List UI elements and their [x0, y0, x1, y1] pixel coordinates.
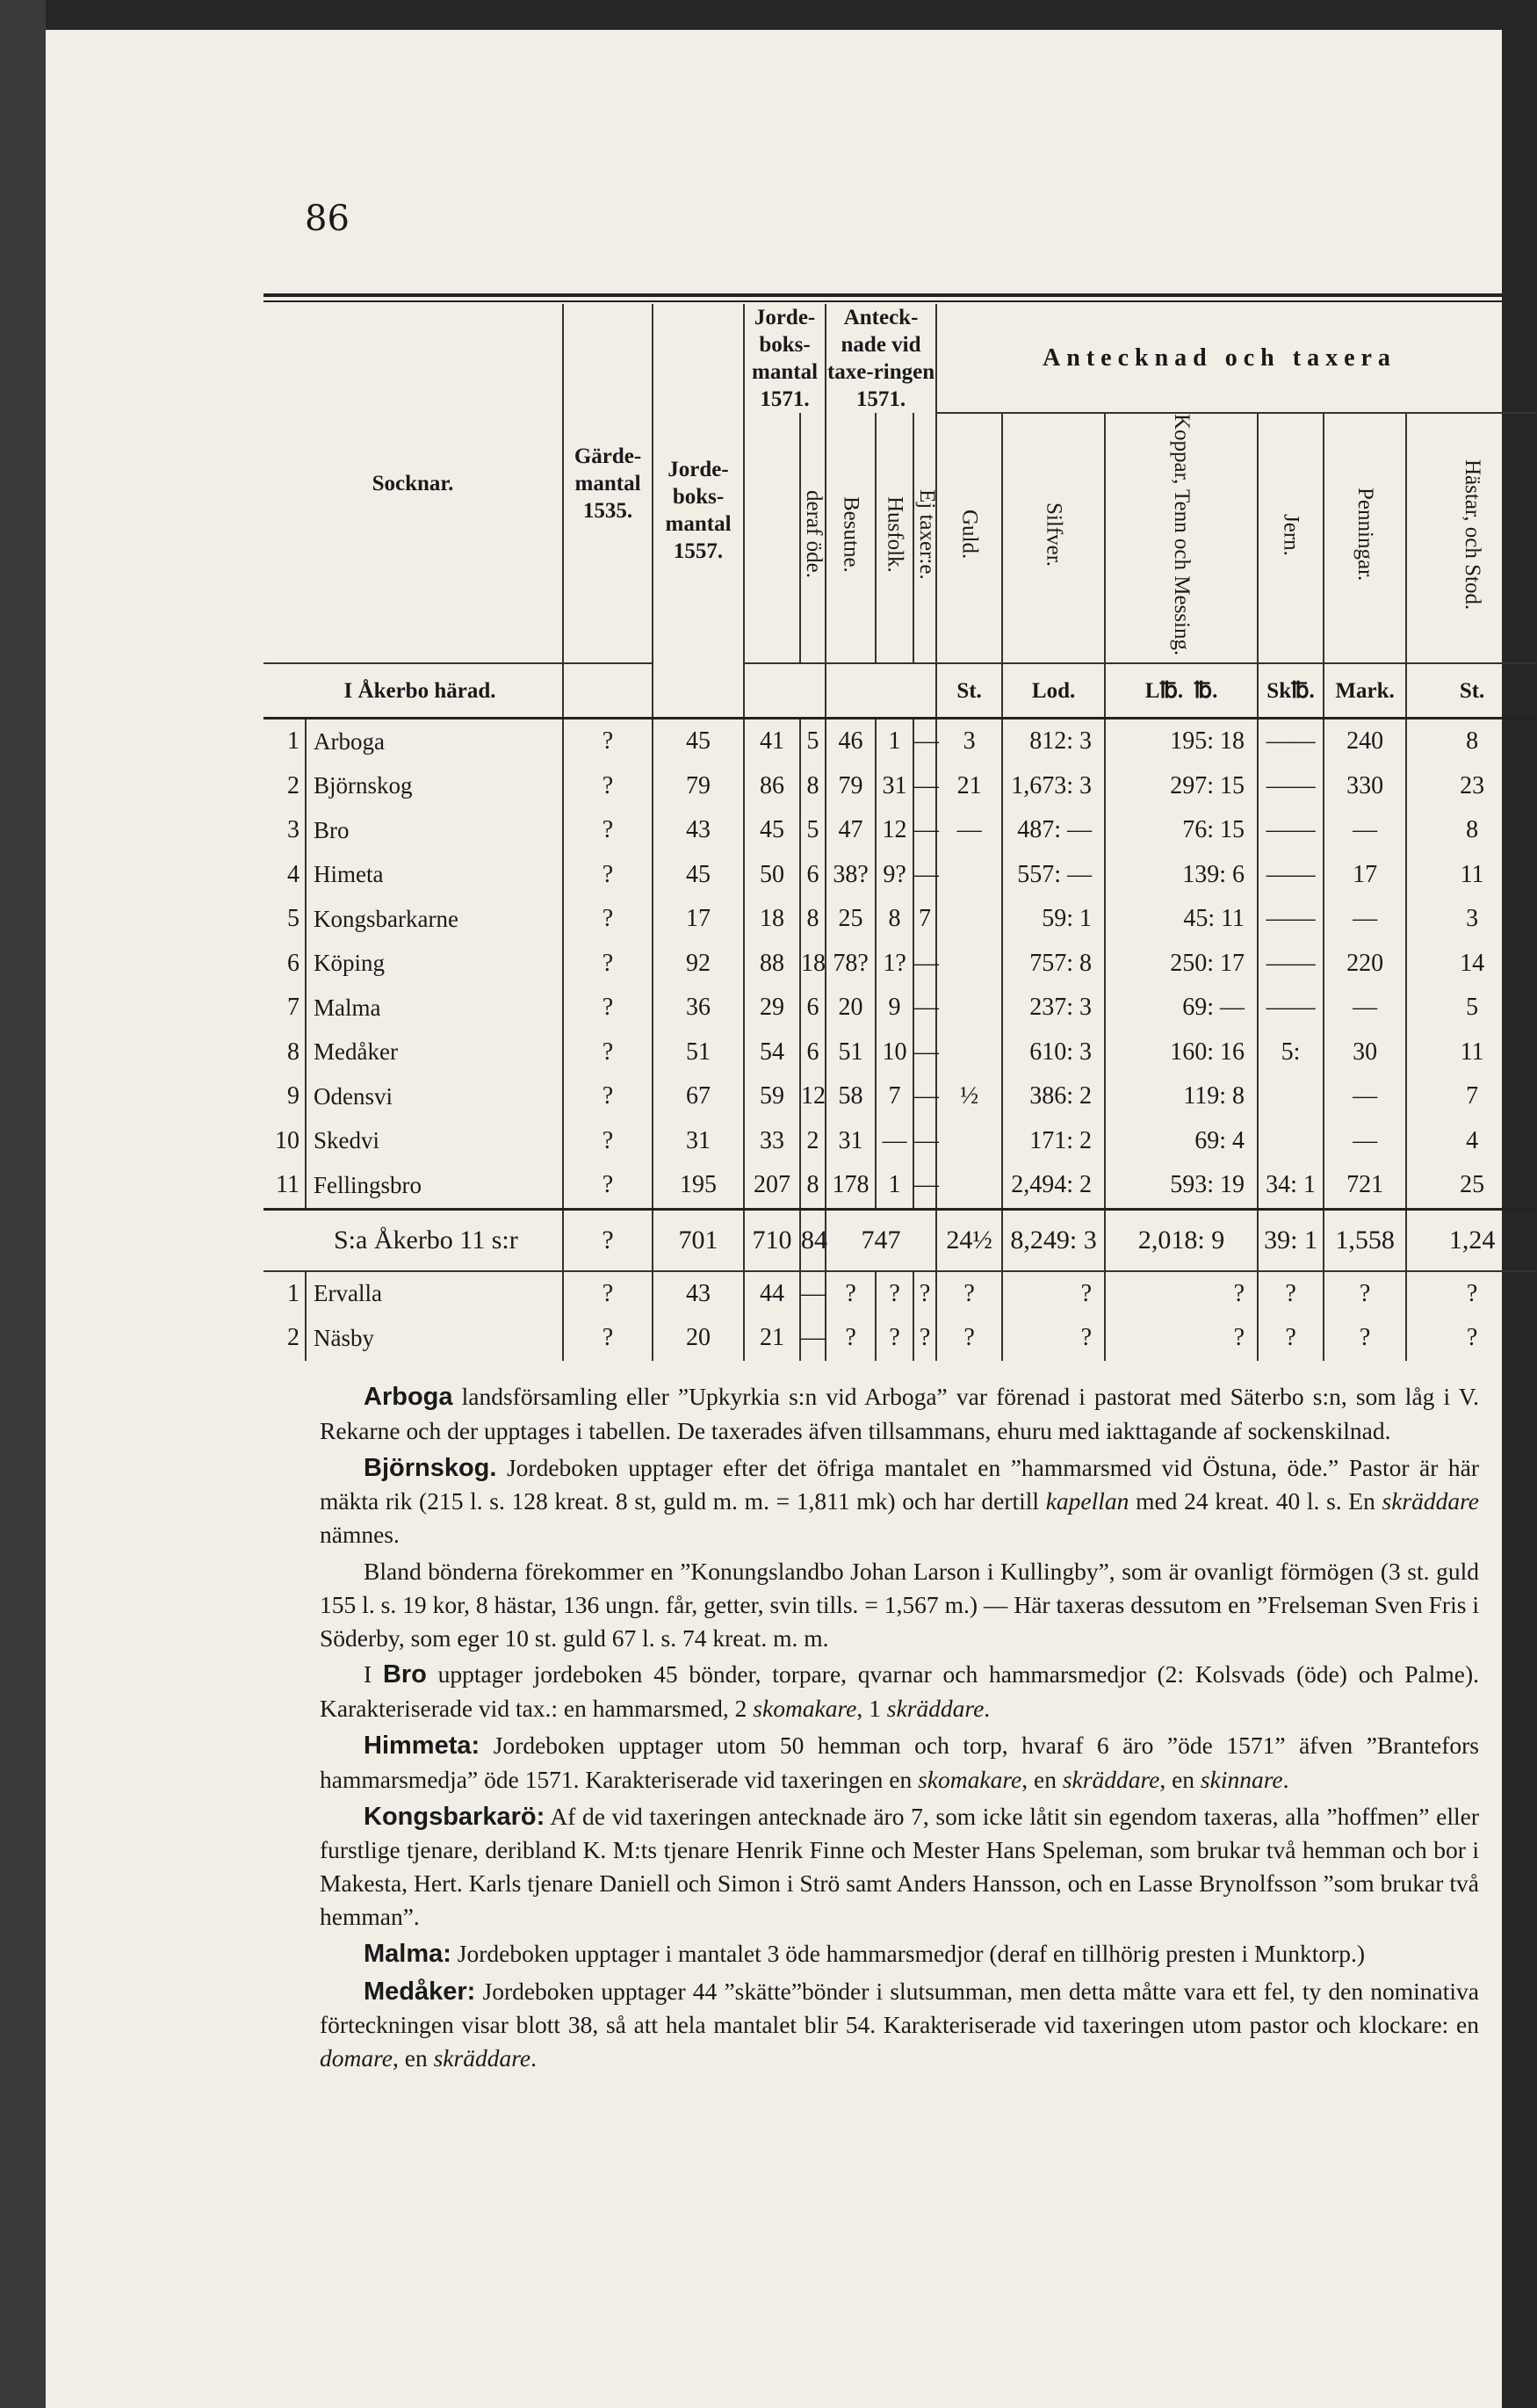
cell-ode: 6: [800, 986, 826, 1030]
row-number: 11: [276, 1171, 299, 1199]
cell-guld: [936, 942, 1002, 987]
cell-jern: ——: [1258, 719, 1324, 764]
note-italic: kapellan: [1045, 1487, 1129, 1515]
cell-guld: 21: [936, 764, 1002, 809]
note-italic: skräddare: [433, 2044, 531, 2072]
note-himmeta: [320, 1729, 1479, 1797]
unit-koppar: [1105, 663, 1258, 719]
cell-hast: 4: [1406, 1119, 1537, 1164]
note-italic: skräddare: [1062, 1765, 1160, 1793]
note-bjornskog: [320, 1451, 1479, 1551]
cell-penn: —: [1324, 1074, 1406, 1119]
table-row: [263, 1119, 1537, 1164]
note-text: Bland bönderna förekommer en ”Konungslandbo Johan Larson i Kullingby”, som är ovanligt förmögen (3 st. guld 155 l. s. 19 kor, 8 hästar, 136 ungn. får, getter, svin tills. = 1,567 m.) — Här taxeras dessutom en ”Frelseman Sven Fris i Söderby, som eger 10 st. guld 67 l. s. 74 kreat. m. m.: [320, 1557, 1479, 1652]
header-hastar-och-stod: Hästar, och Stod.: [1461, 459, 1485, 611]
cell-g1535: ?: [563, 1074, 653, 1119]
header-antecknade-1571: Anteck-nade vid taxe-ringen 1571.: [826, 306, 935, 411]
note-bjornskog-2: [320, 1555, 1479, 1654]
note-text: Jordeboken upptager 44 ”skätte”bönder i slutsumman, men detta måtte vara ett fel, ty den nominativa förteckningen visar blott 38, så att hela mantalet blir 54. Karakteriserade vid taxeringen utom pastor och klockare: en: [320, 1977, 1479, 2039]
cell-kopp: 593: 19: [1105, 1163, 1258, 1209]
cell-jern: ——: [1258, 764, 1324, 809]
cell-bes: ?: [826, 1316, 876, 1361]
cell-bes: 20: [826, 986, 876, 1030]
cell-ej: —: [913, 986, 936, 1030]
note-italic: domare: [320, 2044, 393, 2072]
sum-hastar: 1,24: [1406, 1209, 1537, 1271]
cell-m1571: 86: [744, 764, 800, 809]
cell-m1571: 44: [744, 1271, 800, 1317]
cell-silf: 487: —: [1002, 808, 1105, 853]
cell-ode: —: [800, 1316, 826, 1361]
cell-hus: ?: [876, 1271, 913, 1317]
note-italic: skinnare: [1200, 1765, 1283, 1793]
cell-m1571: 54: [744, 1030, 800, 1075]
note-text: , 1: [856, 1695, 887, 1723]
cell-silf: 59: 1: [1002, 897, 1105, 942]
cell-m1571: 18: [744, 897, 800, 942]
cell-m1557: 45: [653, 853, 744, 898]
cell-hus: ?: [876, 1316, 913, 1361]
parish-name: Odensvi: [306, 1074, 563, 1119]
header-guld: Guld.: [957, 510, 982, 560]
cell-bes: 31: [826, 1119, 876, 1164]
parish-name: Malma: [306, 986, 563, 1030]
parish-name: Medåker: [306, 1030, 563, 1075]
cell-m1571: 50: [744, 853, 800, 898]
cell-silf: 2,494: 2: [1002, 1163, 1105, 1209]
page-number: 86: [305, 199, 350, 239]
row-number: 10: [275, 1126, 299, 1154]
cell-ej: —: [913, 764, 936, 809]
note-text: upptager jordeboken 45 bönder, torpare, qvarnar och hammarsmedjor (2: Kolsvads (öde) och Palme). Karakteriserade vid tax.: en hammarsmed, 2: [320, 1660, 1479, 1723]
cell-g1535: ?: [563, 1163, 653, 1209]
cell-ode: 18: [800, 942, 826, 987]
cell-g1535: ?: [563, 897, 653, 942]
cell-hus: 1?: [876, 942, 913, 987]
note-italic: skräddare: [1382, 1487, 1480, 1515]
cell-silf: 610: 3: [1002, 1030, 1105, 1075]
cell-ej: ?: [913, 1316, 936, 1361]
cell-penn: ?: [1324, 1271, 1406, 1317]
cell-penn: 240: [1324, 719, 1406, 764]
unit-mark: Mark.: [1324, 663, 1406, 719]
parish-name: Björnskog: [306, 764, 563, 809]
cell-m1571: 207: [744, 1163, 800, 1209]
note-lead-medaker: Medåker:: [364, 1977, 476, 2006]
table-row: [263, 1271, 1537, 1317]
cell-jern: ——: [1258, 942, 1324, 987]
cell-hast: 7: [1406, 1074, 1537, 1119]
cell-guld: ½: [936, 1074, 1002, 1119]
cell-hast: ?: [1406, 1316, 1537, 1361]
cell-silf: 557: —: [1002, 853, 1105, 898]
cell-jern: [1258, 1074, 1324, 1119]
cell-ej: —: [913, 853, 936, 898]
cell-guld: [936, 1030, 1002, 1075]
cell-ode: 8: [800, 764, 826, 809]
cell-bes: 46: [826, 719, 876, 764]
table-row: [263, 897, 1537, 942]
cell-jern: ?: [1258, 1316, 1324, 1361]
cell-guld: [936, 1163, 1002, 1209]
table-row: [263, 808, 1537, 853]
note-text: , en: [1021, 1765, 1063, 1793]
cell-hast: 11: [1406, 853, 1537, 898]
cell-penn: —: [1324, 1119, 1406, 1164]
cell-guld: [936, 897, 1002, 942]
commentary-text: [320, 1380, 1479, 2079]
cell-m1557: 45: [653, 719, 744, 764]
cell-guld: [936, 1119, 1002, 1164]
cell-m1571: 45: [744, 808, 800, 853]
sum-silfver: 8,249: 3: [1002, 1209, 1105, 1271]
cell-g1535: ?: [563, 1119, 653, 1164]
cell-penn: 17: [1324, 853, 1406, 898]
cell-jern: 5:: [1258, 1030, 1324, 1075]
table-row: [263, 1163, 1537, 1209]
sum-m1557: 701: [653, 1209, 744, 1271]
cell-hus: 31: [876, 764, 913, 809]
table-row: [263, 1074, 1537, 1119]
cell-jern: ?: [1258, 1271, 1324, 1317]
parish-name: Köping: [306, 942, 563, 987]
cell-m1557: 20: [653, 1316, 744, 1361]
cell-bes: 178: [826, 1163, 876, 1209]
parish-name: Arboga: [306, 719, 563, 764]
cell-m1571: 41: [744, 719, 800, 764]
cell-ej: —: [913, 1030, 936, 1075]
sum-ode: 84: [800, 1209, 826, 1271]
cell-silf: 386: 2: [1002, 1074, 1105, 1119]
cell-silf: 171: 2: [1002, 1119, 1105, 1164]
note-text: med 24 kreat. 40 l. s. En: [1129, 1487, 1382, 1515]
note-text: .: [530, 2044, 537, 2072]
cell-ej: 7: [913, 897, 936, 942]
cell-penn: 30: [1324, 1030, 1406, 1075]
cell-kopp: 119: 8: [1105, 1074, 1258, 1119]
unit-st2: St.: [1406, 663, 1537, 719]
cell-penn: —: [1324, 986, 1406, 1030]
row-number: 1: [263, 719, 306, 764]
note-arboga: [320, 1380, 1479, 1448]
note-text: nämnes.: [320, 1521, 400, 1549]
cell-m1571: 88: [744, 942, 800, 987]
sum-guld: 24½: [936, 1209, 1002, 1271]
cell-bes: 51: [826, 1030, 876, 1075]
cell-m1571: 29: [744, 986, 800, 1030]
cell-m1557: 92: [653, 942, 744, 987]
parish-name: Skedvi: [306, 1119, 563, 1164]
cell-penn: —: [1324, 808, 1406, 853]
header-besutne: Besutne.: [839, 495, 863, 573]
header-antecknad-och-taxera: Antecknad och taxera: [1043, 343, 1396, 372]
row-number: 4: [287, 860, 299, 888]
cell-guld: [936, 853, 1002, 898]
cell-kopp: 139: 6: [1105, 853, 1258, 898]
cell-ej: —: [913, 719, 936, 764]
cell-m1557: 67: [653, 1074, 744, 1119]
note-text: , en: [1159, 1765, 1201, 1793]
cell-m1557: 36: [653, 986, 744, 1030]
cell-kopp: 160: 16: [1105, 1030, 1258, 1075]
cell-guld: 3: [936, 719, 1002, 764]
table-top-rule-thin: [263, 300, 1502, 302]
table-row: [263, 942, 1537, 987]
note-lead-kongsbarkaro: Kongsbarkarö:: [364, 1802, 545, 1831]
cell-g1535: ?: [563, 942, 653, 987]
cell-jern: ——: [1258, 853, 1324, 898]
header-silfver: Silfver.: [1042, 503, 1066, 568]
row-number: 3: [287, 816, 299, 844]
cell-ej: —: [913, 1074, 936, 1119]
note-malma: [320, 1937, 1479, 1971]
cell-penn: 721: [1324, 1163, 1406, 1209]
parish-name: Ervalla: [306, 1271, 563, 1317]
cell-bes: 25: [826, 897, 876, 942]
note-bro: [320, 1658, 1479, 1725]
cell-jern: ——: [1258, 808, 1324, 853]
cell-bes: 58: [826, 1074, 876, 1119]
book-page: [46, 30, 1502, 2408]
row-number: 7: [287, 994, 299, 1022]
note-text: I: [364, 1660, 383, 1688]
note-italic: skomakare: [918, 1765, 1022, 1793]
cell-g1535: ?: [563, 719, 653, 764]
cell-hast: 25: [1406, 1163, 1537, 1209]
cell-ode: 8: [800, 897, 826, 942]
header-ej-taxerade: Ej taxer:e.: [915, 488, 940, 580]
cell-ode: 6: [800, 853, 826, 898]
cell-ode: 12: [800, 1074, 826, 1119]
cell-m1557: 195: [653, 1163, 744, 1209]
row-number: 2: [287, 1324, 299, 1352]
cell-hast: ?: [1406, 1271, 1537, 1317]
table-row: [263, 764, 1537, 809]
cell-g1535: ?: [563, 1271, 653, 1317]
row-number: 5: [287, 905, 299, 933]
cell-m1557: 43: [653, 808, 744, 853]
cell-ej: ?: [913, 1271, 936, 1317]
note-lead-bjornskog: Björnskog.: [364, 1453, 497, 1482]
cell-ej: —: [913, 942, 936, 987]
cell-ode: 5: [800, 719, 826, 764]
unit-skb: Sk℔.: [1258, 663, 1324, 719]
cell-ode: 2: [800, 1119, 826, 1164]
parish-name: Näsby: [306, 1316, 563, 1361]
cell-hast: 11: [1406, 1030, 1537, 1075]
cell-guld: —: [936, 808, 1002, 853]
table-row: [263, 1030, 1537, 1075]
cell-m1571: 21: [744, 1316, 800, 1361]
cell-kopp: 76: 15: [1105, 808, 1258, 853]
parish-name: Fellingsbro: [306, 1163, 563, 1209]
cell-ode: 5: [800, 808, 826, 853]
table-row: [263, 719, 1537, 764]
row-number: 8: [287, 1038, 299, 1066]
header-jordeboksmantal-1557: Jorde-boks-mantal 1557.: [653, 304, 744, 719]
cell-hus: 9?: [876, 853, 913, 898]
cell-jern: [1258, 1119, 1324, 1164]
row-number: 1: [263, 1271, 306, 1317]
cell-kopp: ?: [1105, 1271, 1258, 1317]
sum-g1535: ?: [563, 1209, 653, 1271]
note-text: landsförsamling eller ”Upkyrkia s:n vid Arboga” var förenad i pastorat med Säterbo s:n, som låg i V. Rekarne och der upptages i tabellen. De taxerades äfven tillsammans, ehuru med iakttagande af sockenskilnad.: [320, 1383, 1479, 1444]
note-text: , en: [393, 2044, 434, 2072]
cell-penn: ?: [1324, 1316, 1406, 1361]
unit-b: ℔.: [1194, 678, 1218, 703]
cell-m1557: 51: [653, 1030, 744, 1075]
note-text: Af de vid taxeringen antecknade äro 7, som icke låtit sin egendom taxeras, alla ”hoffmen” eller furstlige tjenare, deribland K. M:ts tjenare Henrik Finne och Mester Hans Speleman, som brukar två hemman och bor i Makesta, Hert. Karls tjenare Daniell och Simon i Strö samt Anders Hansson, och en Lasse Brynolfsson ”som brukar två hemman”.: [320, 1802, 1479, 1930]
cell-jern: ——: [1258, 986, 1324, 1030]
cell-m1571: 33: [744, 1119, 800, 1164]
cell-hus: 1: [876, 719, 913, 764]
cell-jern: ——: [1258, 897, 1324, 942]
cell-g1535: ?: [563, 986, 653, 1030]
sum-koppar: 2,018: 9: [1105, 1209, 1258, 1271]
cell-kopp: ?: [1105, 1316, 1258, 1361]
parish-name: Himeta: [306, 853, 563, 898]
cell-hast: 23: [1406, 764, 1537, 809]
cell-penn: 220: [1324, 942, 1406, 987]
header-penningar: Penningar.: [1353, 488, 1378, 582]
cell-bes: 47: [826, 808, 876, 853]
cell-guld: ?: [936, 1316, 1002, 1361]
parish-name: Bro: [306, 808, 563, 853]
cell-kopp: 69: —: [1105, 986, 1258, 1030]
cell-penn: 330: [1324, 764, 1406, 809]
note-text: Jordeboken upptager i mantalet 3 öde hammarsmedjor (deraf en tillhörig presten i Munktorp.): [451, 1939, 1366, 1967]
unit-lb: L℔.: [1144, 678, 1184, 703]
cell-ej: —: [913, 1163, 936, 1209]
header-harad: I Åkerbo härad.: [263, 663, 563, 719]
cell-g1535: ?: [563, 1316, 653, 1361]
cell-g1535: ?: [563, 764, 653, 809]
header-deraf-ode: deraf öde.: [802, 490, 826, 579]
note-text: Jordeboken upptager utom 50 hemman och torp, hvaraf 6 äro ”öde 1571” äfven ”Brantefors hammarsmedja” öde 1571. Karakteriserade vid taxeringen en: [320, 1731, 1479, 1793]
cell-bes: 79: [826, 764, 876, 809]
parish-name: Kongsbarkarne: [306, 897, 563, 942]
cell-hus: —: [876, 1119, 913, 1164]
cell-silf: 237: 3: [1002, 986, 1105, 1030]
cell-silf: ?: [1002, 1271, 1105, 1317]
note-lead-himmeta: Himmeta:: [364, 1731, 480, 1760]
note-kongsbarkaro: [320, 1800, 1479, 1934]
row-number: 9: [287, 1082, 299, 1110]
cell-hast: 3: [1406, 897, 1537, 942]
cell-hus: 7: [876, 1074, 913, 1119]
table-row: [263, 1316, 1537, 1361]
cell-ode: —: [800, 1271, 826, 1317]
cell-hus: 9: [876, 986, 913, 1030]
unit-st: St.: [936, 663, 1002, 719]
cell-ej: —: [913, 1119, 936, 1164]
cell-jern: 34: 1: [1258, 1163, 1324, 1209]
cell-bes: 38?: [826, 853, 876, 898]
table-top-rule: [263, 293, 1502, 297]
cell-hast: 8: [1406, 808, 1537, 853]
cell-g1535: ?: [563, 1030, 653, 1075]
header-socknar: Socknar.: [372, 471, 454, 495]
cell-kopp: 250: 17: [1105, 942, 1258, 987]
note-text: .: [1282, 1765, 1289, 1793]
cell-ej: —: [913, 808, 936, 853]
sum-jern: 39: 1: [1258, 1209, 1324, 1271]
note-medaker: [320, 1975, 1479, 2075]
cell-kopp: 69: 4: [1105, 1119, 1258, 1164]
sum-besutne: 747: [826, 1209, 936, 1271]
sum-m1571: 710: [744, 1209, 800, 1271]
cell-kopp: 195: 18: [1105, 719, 1258, 764]
row-number: 2: [287, 771, 299, 799]
cell-hast: 8: [1406, 719, 1537, 764]
cell-m1557: 43: [653, 1271, 744, 1317]
cell-hast: 5: [1406, 986, 1537, 1030]
cell-kopp: 297: 15: [1105, 764, 1258, 809]
header-gardemantal-1535: Gärde-mantal 1535.: [563, 304, 653, 663]
cell-silf: 1,673: 3: [1002, 764, 1105, 809]
note-text: .: [984, 1695, 991, 1723]
table-row: [263, 853, 1537, 898]
cell-m1557: 17: [653, 897, 744, 942]
note-lead-malma: Malma:: [364, 1939, 451, 1968]
sum-penningar: 1,558: [1324, 1209, 1406, 1271]
cell-m1571: 59: [744, 1074, 800, 1119]
cell-kopp: 45: 11: [1105, 897, 1258, 942]
note-text: Jordeboken upptager efter det öfriga mantalet en ”hammarsmed vid Östuna, öde.” Pastor är här mäkta rik (215 l. s. 128 kreat. 8 st, guld m. m. = 1,811 mk) och har dertill: [320, 1453, 1479, 1515]
cell-g1535: ?: [563, 808, 653, 853]
cell-silf: 757: 8: [1002, 942, 1105, 987]
header-jordeboksmantal-1571: Jorde-boks-mantal 1571.: [744, 304, 826, 413]
cell-bes: ?: [826, 1271, 876, 1317]
header-husfolk: Husfolk.: [883, 495, 907, 573]
sum-row: [263, 1209, 1537, 1271]
cell-ode: 8: [800, 1163, 826, 1209]
cell-hus: 8: [876, 897, 913, 942]
census-table: [263, 304, 1537, 1361]
unit-lod: Lod.: [1002, 663, 1105, 719]
cell-ode: 6: [800, 1030, 826, 1075]
header-jern: Jern.: [1279, 513, 1303, 556]
scan-edge: [0, 0, 46, 2408]
cell-penn: —: [1324, 897, 1406, 942]
cell-guld: [936, 986, 1002, 1030]
cell-g1535: ?: [563, 853, 653, 898]
cell-hast: 14: [1406, 942, 1537, 987]
cell-silf: 812: 3: [1002, 719, 1105, 764]
table-row: [263, 986, 1537, 1030]
note-italic: skräddare: [886, 1695, 985, 1723]
cell-m1557: 31: [653, 1119, 744, 1164]
cell-m1557: 79: [653, 764, 744, 809]
note-lead-bro: Bro: [382, 1660, 427, 1689]
cell-hus: 10: [876, 1030, 913, 1075]
cell-hus: 12: [876, 808, 913, 853]
cell-silf: ?: [1002, 1316, 1105, 1361]
sum-label: S:a Åkerbo 11 s:r: [263, 1209, 563, 1271]
cell-hus: 1: [876, 1163, 913, 1209]
cell-guld: ?: [936, 1271, 1002, 1317]
header-koppar-tenn-messing: Koppar, Tenn och Messing.: [1170, 414, 1194, 656]
row-number: 6: [287, 949, 299, 977]
note-italic: skomakare: [753, 1695, 857, 1723]
note-lead-arboga: Arboga: [364, 1383, 453, 1411]
cell-bes: 78?: [826, 942, 876, 987]
